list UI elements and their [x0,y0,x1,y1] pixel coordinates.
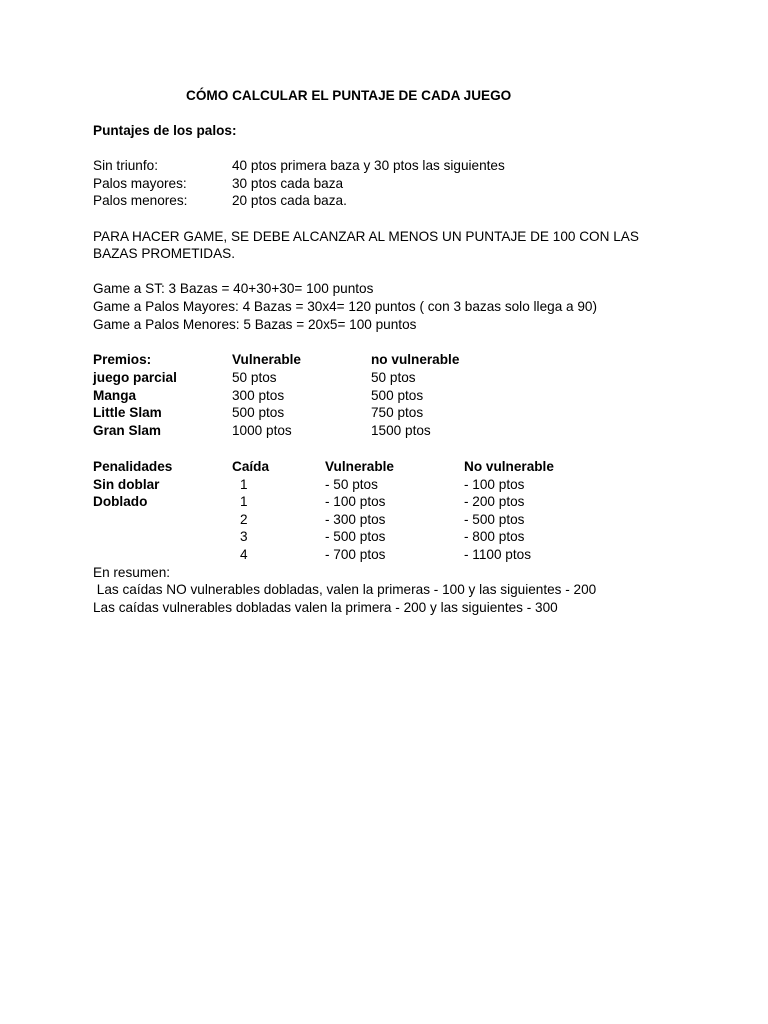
premios-row-label: Manga [93,388,137,403]
premios-cell: 750 ptos [371,405,424,420]
penalidades-header: No vulnerable [464,459,554,474]
premios-cell: 1000 ptos [232,423,292,438]
premios-header: no vulnerable [371,352,460,367]
penalidades-cell: - 500 ptos [325,529,386,544]
penalidades-cell: - 800 ptos [464,529,525,544]
suit-name: Sin triunfo: [93,158,158,173]
premios-cell: 500 ptos [232,405,285,420]
premios-header: Premios: [93,352,152,367]
penalidades-cell: - 100 ptos [325,494,386,509]
premios-cell: 500 ptos [371,388,424,403]
penalidades-caida: 2 [240,512,248,527]
penalidades-row-label: Doblado [93,494,148,509]
premios-header: Vulnerable [232,352,301,367]
penalidades-caida: 4 [240,547,248,562]
premios-row-label: Little Slam [93,405,162,420]
suit-value: 40 ptos primera baza y 30 ptos las siguientes [232,158,505,173]
document-title: CÓMO CALCULAR EL PUNTAJE DE CADA JUEGO [186,88,512,103]
summary-line: Las caídas NO vulnerables dobladas, valen la primeras - 100 y las siguientes - 200 [93,582,597,597]
penalidades-row-label: Sin doblar [93,477,160,492]
game-rule-line: BAZAS PROMETIDAS. [93,246,236,261]
premios-row-label: Gran Slam [93,423,161,438]
penalidades-cell: - 700 ptos [325,547,386,562]
penalidades-cell: - 500 ptos [464,512,525,527]
premios-row-label: juego parcial [93,370,177,385]
suit-value: 20 ptos cada baza. [232,193,347,208]
premios-cell: 50 ptos [371,370,416,385]
premios-cell: 50 ptos [232,370,277,385]
penalidades-caida: 3 [240,529,248,544]
summary-line: Las caídas vulnerables dobladas valen la primera - 200 y las siguientes - 300 [93,600,558,615]
penalidades-cell: - 100 ptos [464,477,525,492]
suits-heading: Puntajes de los palos: [93,123,237,138]
penalidades-header: Caída [232,459,270,474]
penalidades-cell: - 300 ptos [325,512,386,527]
penalidades-caida: 1 [240,477,248,492]
suit-value: 30 ptos cada baza [232,176,344,191]
game-example: Game a Palos Mayores: 4 Bazas = 30x4= 120 puntos ( con 3 bazas solo llega a 90) [93,299,598,314]
summary-heading: En resumen: [93,565,171,580]
penalidades-caida: 1 [240,494,248,509]
penalidades-cell: - 1100 ptos [464,547,532,562]
penalidades-cell: - 200 ptos [464,494,525,509]
premios-cell: 1500 ptos [371,423,431,438]
suit-name: Palos menores: [93,193,188,208]
penalidades-header: Penalidades [93,459,173,474]
game-rule-line: PARA HACER GAME, SE DEBE ALCANZAR AL MENOS UN PUNTAJE DE 100 CON LAS [93,229,639,244]
suit-name: Palos mayores: [93,176,187,191]
game-example: Game a ST: 3 Bazas = 40+30+30= 100 puntos [93,281,374,296]
game-example: Game a Palos Menores: 5 Bazas = 20x5= 100 puntos [93,317,417,332]
penalidades-header: Vulnerable [325,459,394,474]
penalidades-cell: - 50 ptos [325,477,378,492]
premios-cell: 300 ptos [232,388,285,403]
